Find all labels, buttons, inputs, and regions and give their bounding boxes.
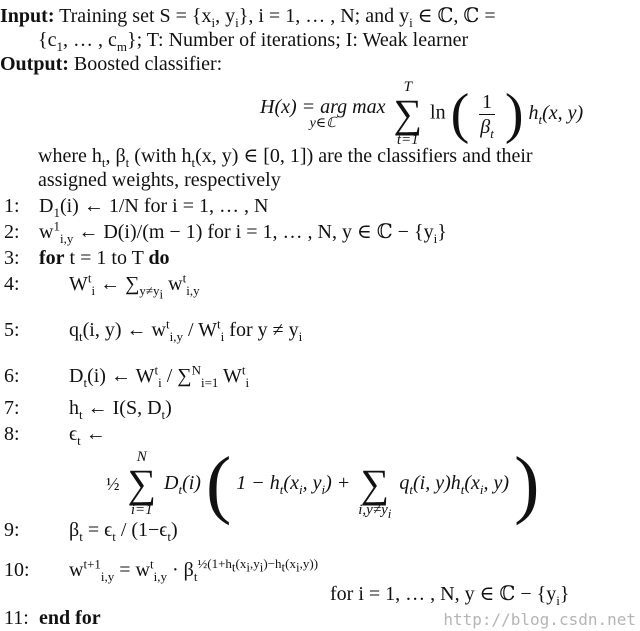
input-line-2 [38,28,468,52]
inverse-beta-fraction [477,90,497,139]
step-number: 1: [4,195,20,217]
step-number: 11: [4,607,29,629]
epsilon-equation: ½ N ∑ i=1 $D_t(i)$ ( $1 - h_t(x_i$, $y_i$) + ∑ $i,y\ne y_i$ $q_t(i$, $y)h_t(x_i$, y) ) [106,442,540,526]
step-1 [4,194,268,218]
step-number: 7: [4,397,20,419]
sum-symbol: T ∑ t=1 [393,79,423,148]
step-7 [4,396,172,420]
step-number: 8: [4,423,20,445]
step-10 [4,558,318,582]
step-text: $w^1_{i,y}$ ← D(i)/(m − 1) for i = 1, … , N, y ∈ ℂ − $\{y_i\}$ [39,218,447,246]
output-line [0,52,222,76]
argmax-group [260,97,386,131]
input-label: Input: [0,5,55,27]
sum-upper: N [136,449,147,465]
step-text: end for [39,607,101,629]
step-number: 5: [4,319,20,341]
step-3 [4,246,170,270]
step-text: $D_1(i)$ ← 1/N for i = 1, … , N [39,195,269,220]
boosted-classifier-equation: H(x) = arg max y∈ℂ T ∑ t=1 ln ( $\frac{1}{\beta_t}$ ) $h_t(x$, y) [260,79,584,148]
half: ½ [106,474,120,494]
step-10-continuation [330,582,569,606]
step-text: $D_t(i)$ ← $W^t_i / \sum^N_{i=1}$ $W^t_i$ [69,362,250,390]
input-text-2: {$c_1$, … , $c_m$}; T: Number of iterations; I: Weak learner [38,29,469,54]
step-number: 3: [4,247,20,269]
sum-upper: T [403,79,412,95]
inner-term: $1 - h_t(x_i$, $y_i$) + [236,471,351,497]
output-text: Boosted classifier: [73,53,223,75]
input-text-1: Training set $S = \{x_i$, $y_i$}, i = 1, … , N; and $y_i$ ∈ ℂ, ℂ = [59,5,496,30]
step-text: $\beta_t = \epsilon_t / (1-\epsilon_t)$ [69,519,178,544]
where-text-1: where $h_t$, $\beta_t$ (with $h_t(x$, y) ∈ [0, 1]) are the classifiers and their [38,145,533,170]
frac-numerator: 1 [479,90,495,115]
inner-sum-lower: $i,y\ne y_i$ [358,502,392,521]
step-5 [4,318,302,342]
step-number: 6: [4,365,20,387]
sum-lower: t=1 [396,132,419,148]
frac-denominator: $\beta_t$ [480,115,494,141]
step-text: $q_t(i$, y) ← $w^t_{i,y} / W^t_i$ for $y \ne y_i$ [69,316,303,344]
dt-term: $D_t(i)$ [164,471,201,497]
where-text-2: assigned weights, respectively [38,169,281,191]
step-number: 4: [4,273,20,295]
h-tail: $h_t(x$, y) [528,101,584,127]
output-label: Output: [0,53,69,75]
step-2 [4,220,447,244]
step-text: $\epsilon_t$ ← [69,423,106,448]
where-line-2 [38,168,281,192]
step-text: $w^{t+1}_{i,y} = w^t_{i,y} \cdot \beta_t^{\frac{1}{2}(1+h_t(x_i,y_i)-h_t(x_i,y))}$ [69,556,319,584]
step-4 [4,270,200,302]
ln-text: ln [430,101,446,124]
step-6 [4,364,249,388]
inner-sum-symbol: ∑ $i,y\ne y_i$ [358,461,392,521]
step-text: for t = 1 to T do [39,247,170,269]
sum-lower: i=1 [130,502,153,518]
step-text: for i = 1, … , N, y ∈ ℂ − $\{y_i\}$ [330,583,570,608]
step-11 [4,606,101,630]
step-8 [4,422,106,446]
where-line-1 [38,144,533,168]
tail-term: $q_t(i$, $y)h_t(x_i$, y) [399,471,510,497]
sum-symbol: N ∑ i=1 [127,449,157,518]
step-9 [4,518,178,542]
argmax-subscript: y∈ℂ [309,116,336,131]
step-text: $W^t_i$ ← $\sum_{y\ne y_i}$ $w^t_{i,y}$ [69,270,200,302]
step-number: 2: [4,221,20,243]
step-text: $h_t$ ← I(S, $D_t$) [69,397,172,422]
watermark: http://blog.csdn.net [443,610,636,629]
step-number: 9: [4,519,20,541]
input-line-1 [0,4,496,28]
step-number: 10: [4,559,30,581]
h-lhs: H(x) = arg max [260,96,386,118]
